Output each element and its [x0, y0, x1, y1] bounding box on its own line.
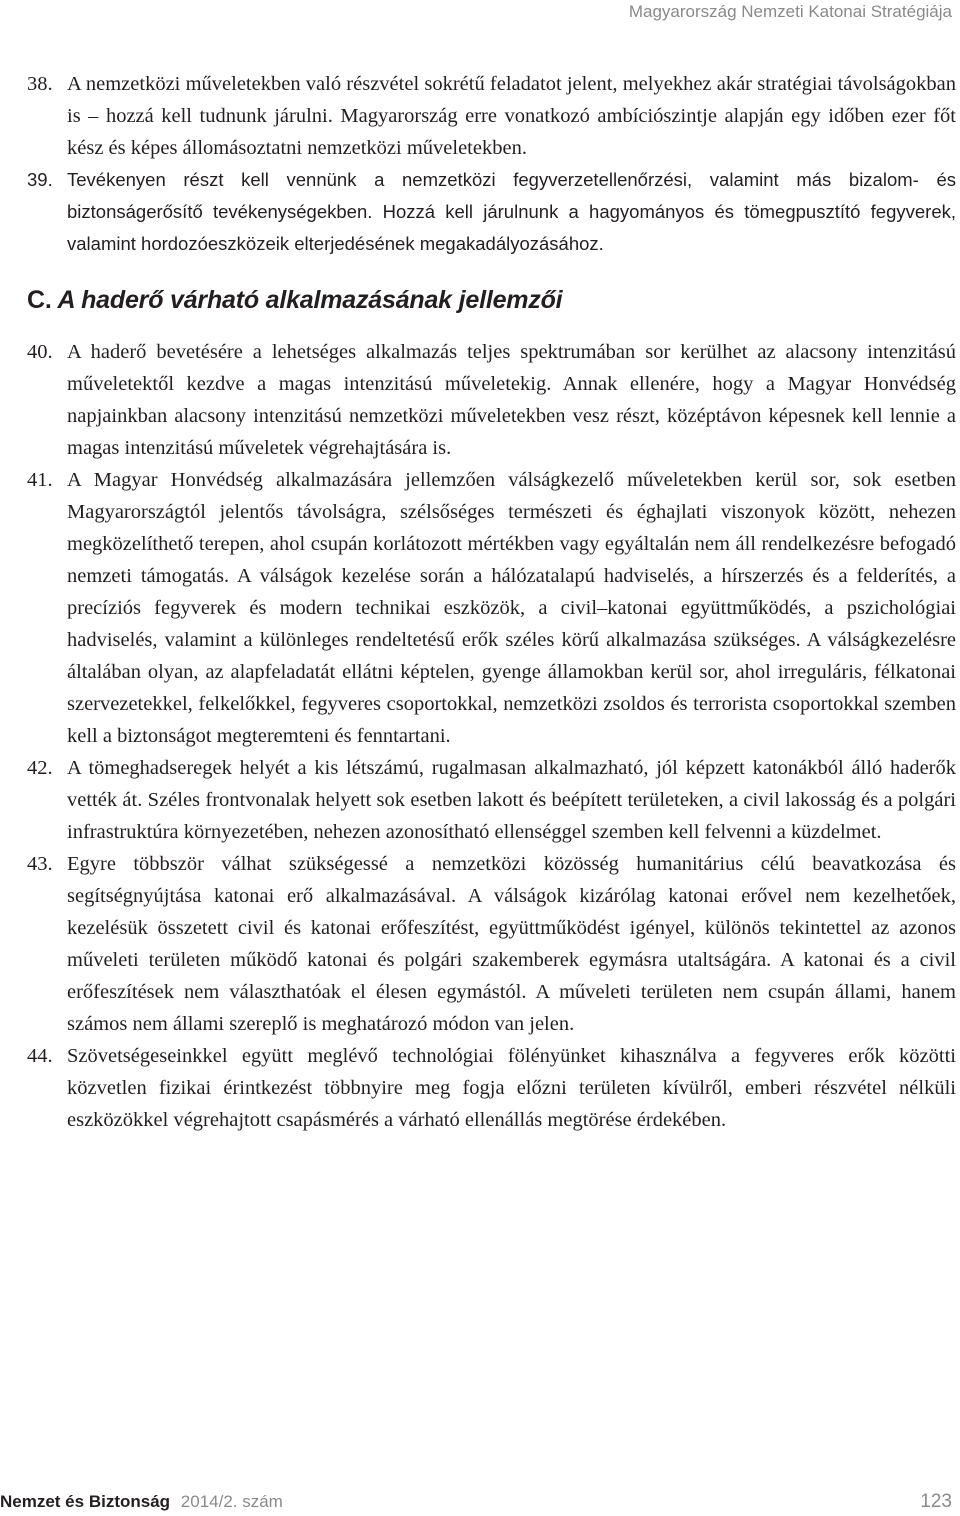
paragraph-text: A Magyar Honvédség alkalmazására jellemzően válságkezelő műveletekben kerül sor, sok esetben Magyarországtól jelentős távolságra, szélsőséges természeti és éghajlati viszonyok között, nehezen megközelíthető terepen, ahol csupán korlátozott mértékben vagy egyáltalán nem áll rendelkezésre befogadó nemzeti támogatás. A válságok kezelése során a hálózatalapú hadviselés, a hírszerzés és a felderítés, a precíziós fegyverek és modern technikai eszközök, a civil–katonai együttműködés, a pszichológiai hadviselés, valamint a különleges rendeltetésű erők széles körű alkalmazása szükséges. A válságkezelésre általában olyan, az alapfeladatát ellátni képtelen, gyenge államokban kerül sor, ahol irreguláris, félkatonai szervezetekkel, felkelőkkel, fegyveres csoportokkal, nemzetközi zsoldos és terrorista csoportokkal szemben kell a biztonságot megteremteni és fenntartani.: [67, 469, 956, 747]
paragraph-text: Tevékenyen részt kell vennünk a nemzetközi fegyverzetellenőrzési, valamint más bizalom- és biztonságerősítő tevékenységekben. Hozzá kell járulnunk a hagyományos és tömegpusztító fegyverek, valamint hordozóeszközeik elterjedésének megakadályozásához.: [67, 169, 956, 254]
paragraph-38: [27, 68, 956, 164]
section-heading: [27, 284, 956, 316]
paragraph-text: A nemzetközi műveletekben való részvétel sokrétű feladatot jelent, melyekhez akár stratégiai távolságokban is – hozzá kell tudnunk járulni. Magyarország erre vonatkozó ambíciószintje alapján egy időben ezer főt kész és képes állomásoztatni nemzetközi műveletekben.: [67, 73, 956, 159]
paragraph-40: [27, 336, 956, 464]
paragraph-text: A haderő bevetésére a lehetséges alkalmazás teljes spektrumában sor kerülhet az alacsony intenzitású műveletektől kezdve a magas intenzitású műveletekig. Annak ellenére, hogy a Magyar Honvédség napjainkban alacsony intenzitású nemzetközi műveletekben vesz részt, középtávon képesnek kell lennie a magas intenzitású műveletek végrehajtására is.: [67, 341, 956, 459]
page-footer: [0, 1490, 952, 1514]
paragraph-number: 38.: [27, 73, 53, 95]
paragraph-42: [27, 752, 956, 848]
paragraph-text: Szövetségeseinkkel együtt meglévő technológiai fölényünket kihasználva a fegyveres erők közötti közvetlen fizikai érintkezést többnyire meg fogja előzni területen kívülről, emberi részvétel nélküli eszközökkel végrehajtott csapásmérés a várható ellenállás megtörése érdekében.: [67, 1045, 956, 1131]
paragraph-44: [27, 1040, 956, 1136]
journal-title: Nemzet és Biztonság: [0, 1492, 171, 1511]
paragraph-number: 44.: [27, 1045, 53, 1067]
paragraph-39: [27, 164, 956, 260]
section-letter: C.: [27, 286, 52, 314]
page-body: [27, 68, 956, 1136]
paragraph-number: 43.: [27, 853, 53, 875]
paragraph-number: 41.: [27, 469, 53, 491]
running-header-title: Magyarország Nemzeti Katonai Stratégiája: [628, 2, 952, 21]
paragraph-text: A tömeghadseregek helyét a kis létszámú, rugalmasan alkalmazható, jól képzett katonákból álló haderők vették át. Széles frontvonalak helyett sok esetben lakott és beépített területeken, a civil lakosság és a polgári infrastruktúra környezetében, nehezen azonosítható ellenséggel szemben kell felvenni a küzdelmet.: [67, 757, 956, 843]
paragraph-text: Egyre többször válhat szükségessé a nemzetközi közösség humanitárius célú beavatkozása és segítségnyújtása katonai erő alkalmazásával. A válságok kizárólag katonai erővel nem kezelhetőek, kezelésük összetett civil és katonai erőfeszítést, együttműködést igényel, különös tekintettel az azonos műveleti területen működő katonai és polgári szakemberek egymásra utaltságára. A katonai és a civil erőfeszítések nem választhatóak el élesen egymástól. A műveleti területen nem csupán állami, hanem számos nem állami szereplő is meghatározó módon van jelen.: [67, 853, 956, 1035]
paragraph-number: 40.: [27, 341, 53, 363]
paragraph-43: [27, 848, 956, 1040]
paragraph-41: [27, 464, 956, 752]
page-number: 123: [920, 1491, 952, 1512]
paragraph-number: 42.: [27, 757, 53, 779]
section-title: A haderő várható alkalmazásának jellemzői: [57, 286, 563, 314]
journal-issue: 2014/2. szám: [180, 1492, 283, 1511]
paragraph-number: 39.: [27, 169, 53, 190]
